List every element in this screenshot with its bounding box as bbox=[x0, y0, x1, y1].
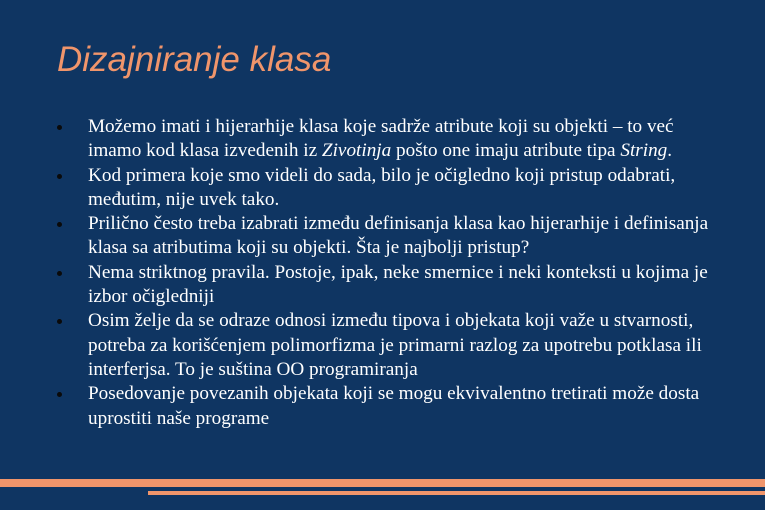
bullet-text bbox=[88, 383, 699, 428]
bullet-emphasis: String bbox=[620, 140, 668, 162]
footer-accent-bar bbox=[0, 479, 765, 487]
bullet-dot-icon bbox=[57, 174, 62, 179]
bullet-text-segment: Možemo imati i hijerarhije klasa koje sadrže atribute koji su objekti – to već imamo kod klasa izvedenih iz bbox=[88, 116, 674, 162]
bullet-emphasis: Zivotinja bbox=[321, 140, 392, 162]
bullet-text-segment: . bbox=[667, 140, 673, 162]
bullet-item bbox=[57, 261, 727, 310]
bullet-list bbox=[57, 115, 727, 431]
bullet-item bbox=[57, 164, 727, 213]
bullet-text-segment: pošto one imaju atribute tipa bbox=[391, 140, 621, 162]
bullet-item bbox=[57, 115, 727, 164]
bullet-text bbox=[88, 213, 708, 258]
bullet-dot-icon bbox=[57, 125, 62, 130]
bullet-text-segment: Prilično često treba izabrati između definisanja klasa kao hijerarhije i definisanja klasa sa atributima koji su objekti. Šta je najbolji pristup? bbox=[88, 213, 709, 259]
bullet-text bbox=[88, 262, 708, 307]
bullet-dot-icon bbox=[57, 392, 62, 397]
bullet-item bbox=[57, 212, 727, 261]
bullet-dot-icon bbox=[57, 222, 62, 227]
bullet-text-segment: Osim želje da se odraze odnosi između tipova i objekata koji važe u stvarnosti, potreba za korišćenjem polimorfizma je primarni razlog za upotrebu potklasa ili interferjsa. To je suština OO programiranja bbox=[88, 310, 702, 380]
bullet-text-segment: Kod primera koje smo videli do sada, bilo je očigledno koji pristup odabrati, međutim, nije uvek tako. bbox=[88, 164, 676, 210]
bullet-dot-icon bbox=[57, 319, 62, 324]
slide-title: Dizajniranje klasa bbox=[57, 40, 332, 79]
footer-accent-line bbox=[148, 491, 765, 495]
bullet-item bbox=[57, 382, 727, 431]
bullet-text-segment: Posedovanje povezanih objekata koji se mogu ekvivalentno tretirati može dosta uprostiti naše programe bbox=[88, 383, 700, 429]
bullet-dot-icon bbox=[57, 271, 62, 276]
bullet-item bbox=[57, 309, 727, 382]
bullet-text bbox=[88, 310, 702, 380]
bullet-text-segment: Nema striktnog pravila. Postoje, ipak, neke smernice i neki konteksti u kojima je izbor očigledniji bbox=[88, 261, 708, 308]
bullet-text bbox=[88, 116, 674, 161]
bullet-text bbox=[88, 165, 675, 210]
